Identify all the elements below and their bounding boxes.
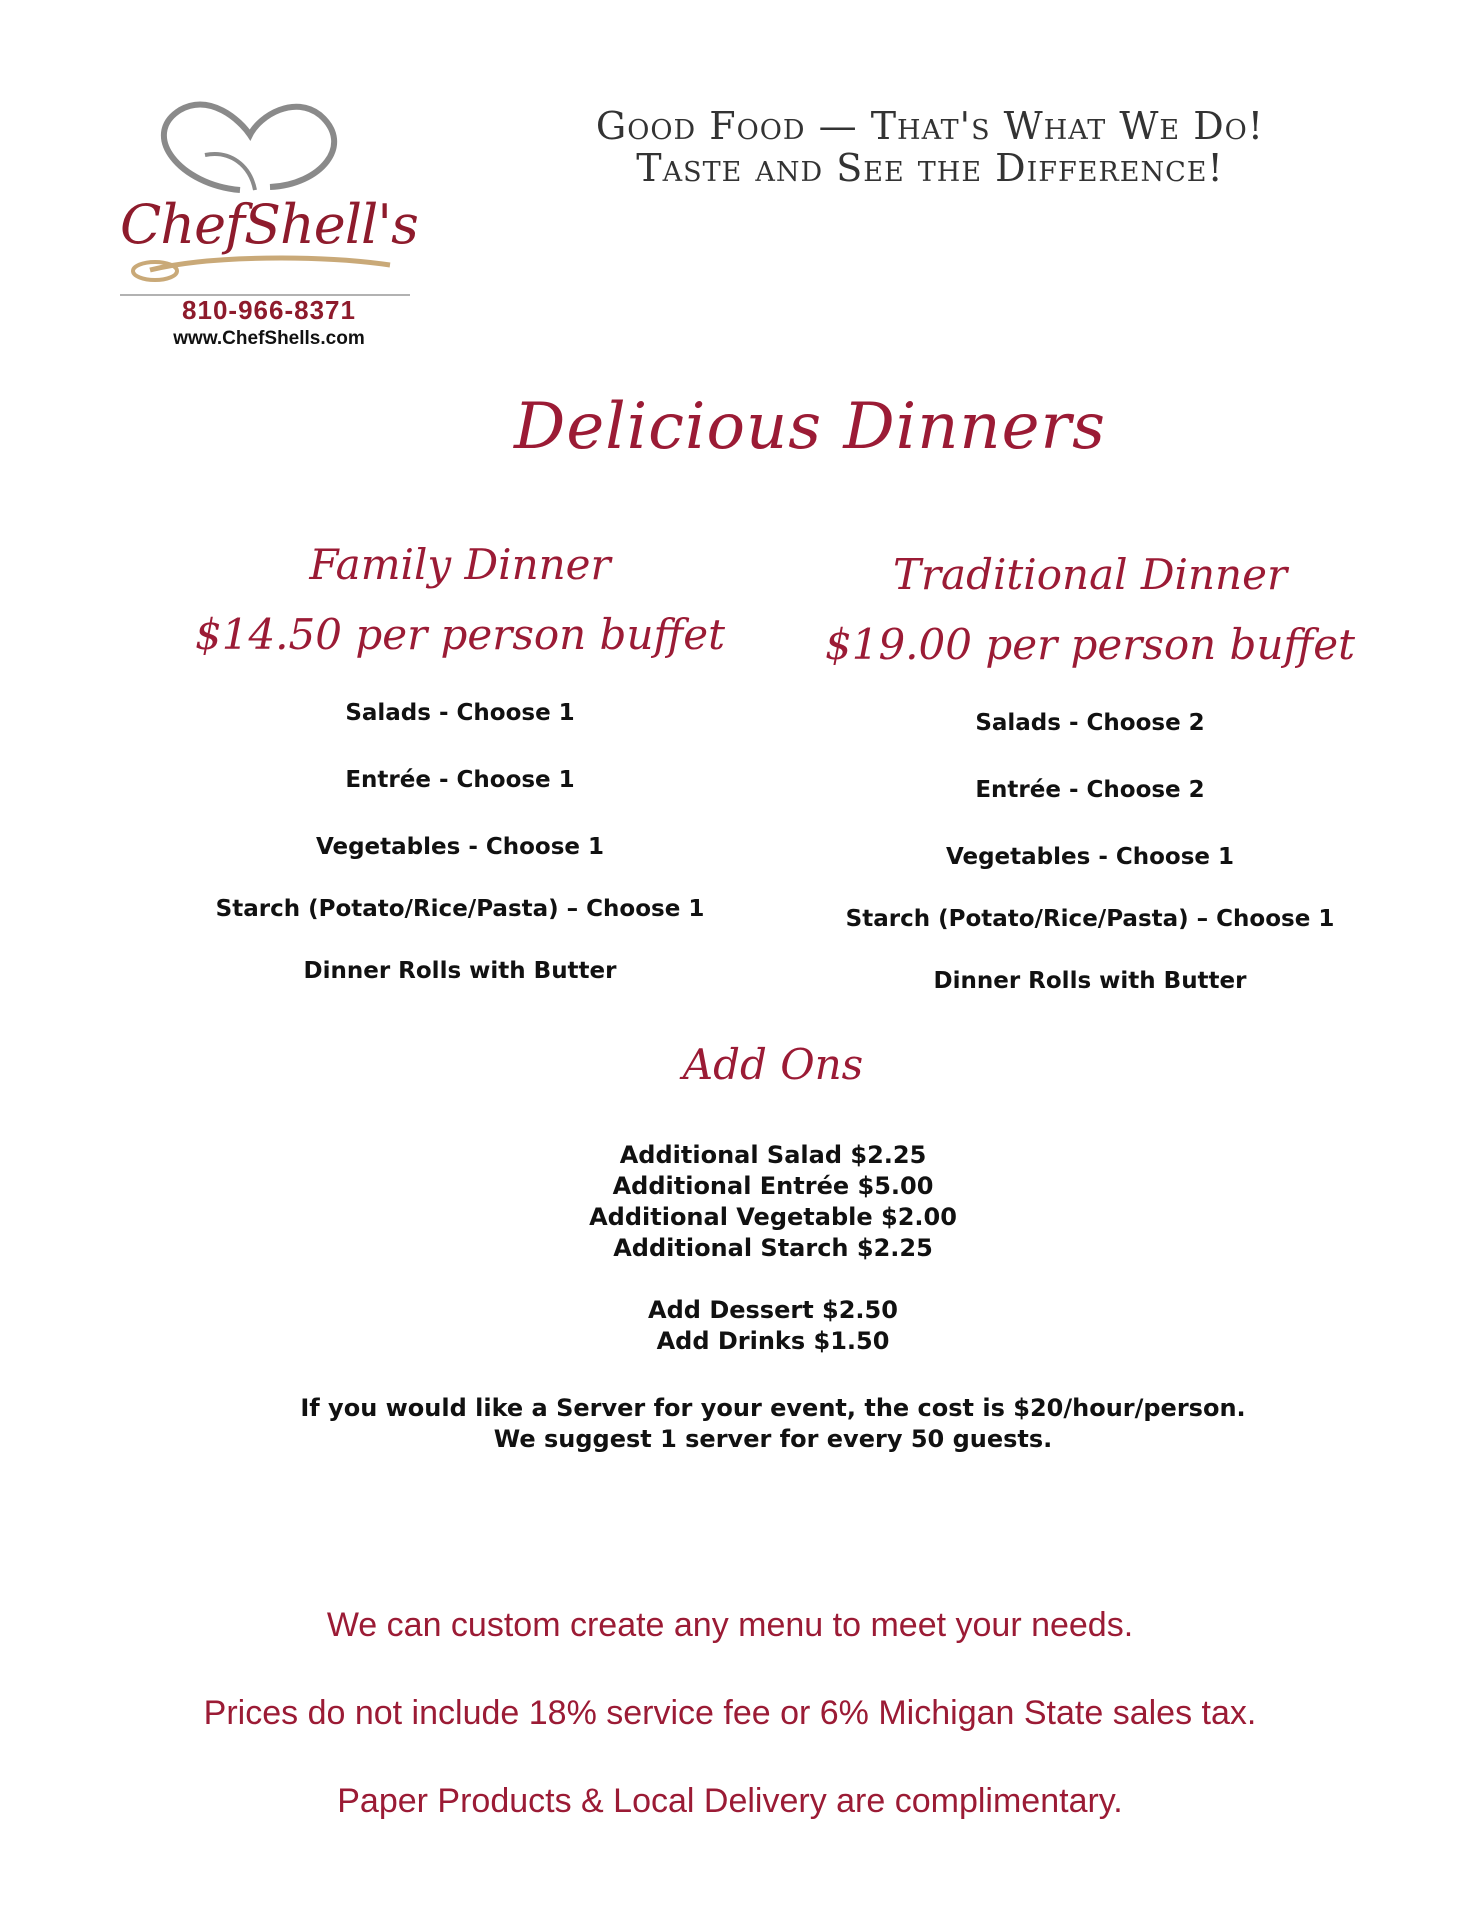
list-item: Dinner Rolls with Butter	[933, 968, 1247, 994]
list-item: Salads - Choose 1	[345, 700, 575, 726]
family-dinner-name: Family Dinner	[309, 540, 611, 589]
server-info	[0, 1393, 1484, 1455]
addons-title: Add Ons	[682, 1040, 864, 1089]
page-title: Delicious Dinners	[514, 390, 1106, 464]
addons-list	[0, 1140, 1484, 1357]
tagline	[480, 105, 1380, 189]
traditional-dinner-section	[790, 540, 1390, 1033]
server-suggestion: We suggest 1 server for every 50 guests.	[493, 1425, 1053, 1453]
list-item: Additional Vegetable $2.00	[589, 1203, 957, 1231]
traditional-dinner-price: $19.00 per person buffet	[825, 620, 1355, 669]
logo-url: www.ChefShells.com	[173, 328, 365, 349]
traditional-dinner-name: Traditional Dinner	[892, 550, 1288, 599]
custom-menu-note: We can custom create any menu to meet your needs.	[326, 1606, 1134, 1644]
list-item: Salads - Choose 2	[975, 710, 1205, 736]
list-item: Starch (Potato/Rice/Pasta) – Choose 1	[845, 906, 1335, 932]
tagline-line-2: Taste and See the Difference!	[636, 146, 1224, 190]
list-item: Dinner Rolls with Butter	[303, 958, 617, 984]
server-cost: If you would like a Server for your event, the cost is $20/hour/person.	[300, 1394, 1246, 1422]
chefshells-logo	[120, 95, 418, 355]
list-item: Additional Entrée $5.00	[612, 1172, 934, 1200]
delivery-note: Paper Products & Local Delivery are complimentary.	[337, 1782, 1123, 1820]
list-item: Entrée - Choose 1	[345, 767, 575, 793]
list-item: Starch (Potato/Rice/Pasta) – Choose 1	[215, 896, 705, 922]
spacer	[0, 1264, 1484, 1295]
logo-phone: 810-966-8371	[182, 295, 356, 325]
tagline-line-1: Good Food — That's What We Do!	[595, 104, 1265, 148]
family-dinner-price: $14.50 per person buffet	[195, 610, 725, 659]
pricing-note: Prices do not include 18% service fee or 6% Michigan State sales tax.	[203, 1694, 1257, 1732]
list-item: Entrée - Choose 2	[975, 777, 1205, 803]
logo-brand-name: ChefShell's	[120, 193, 418, 256]
list-item: Additional Salad $2.25	[619, 1141, 927, 1169]
list-item: Add Drinks $1.50	[656, 1327, 890, 1355]
traditional-dinner-items	[790, 708, 1390, 1033]
list-item: Vegetables - Choose 1	[945, 844, 1235, 870]
family-dinner-items	[160, 698, 760, 1023]
list-item: Vegetables - Choose 1	[315, 834, 605, 860]
list-item: Add Dessert $2.50	[648, 1296, 898, 1324]
family-dinner-section	[160, 530, 760, 1023]
footer-notes	[0, 1605, 1460, 1869]
list-item: Additional Starch $2.25	[613, 1234, 933, 1262]
